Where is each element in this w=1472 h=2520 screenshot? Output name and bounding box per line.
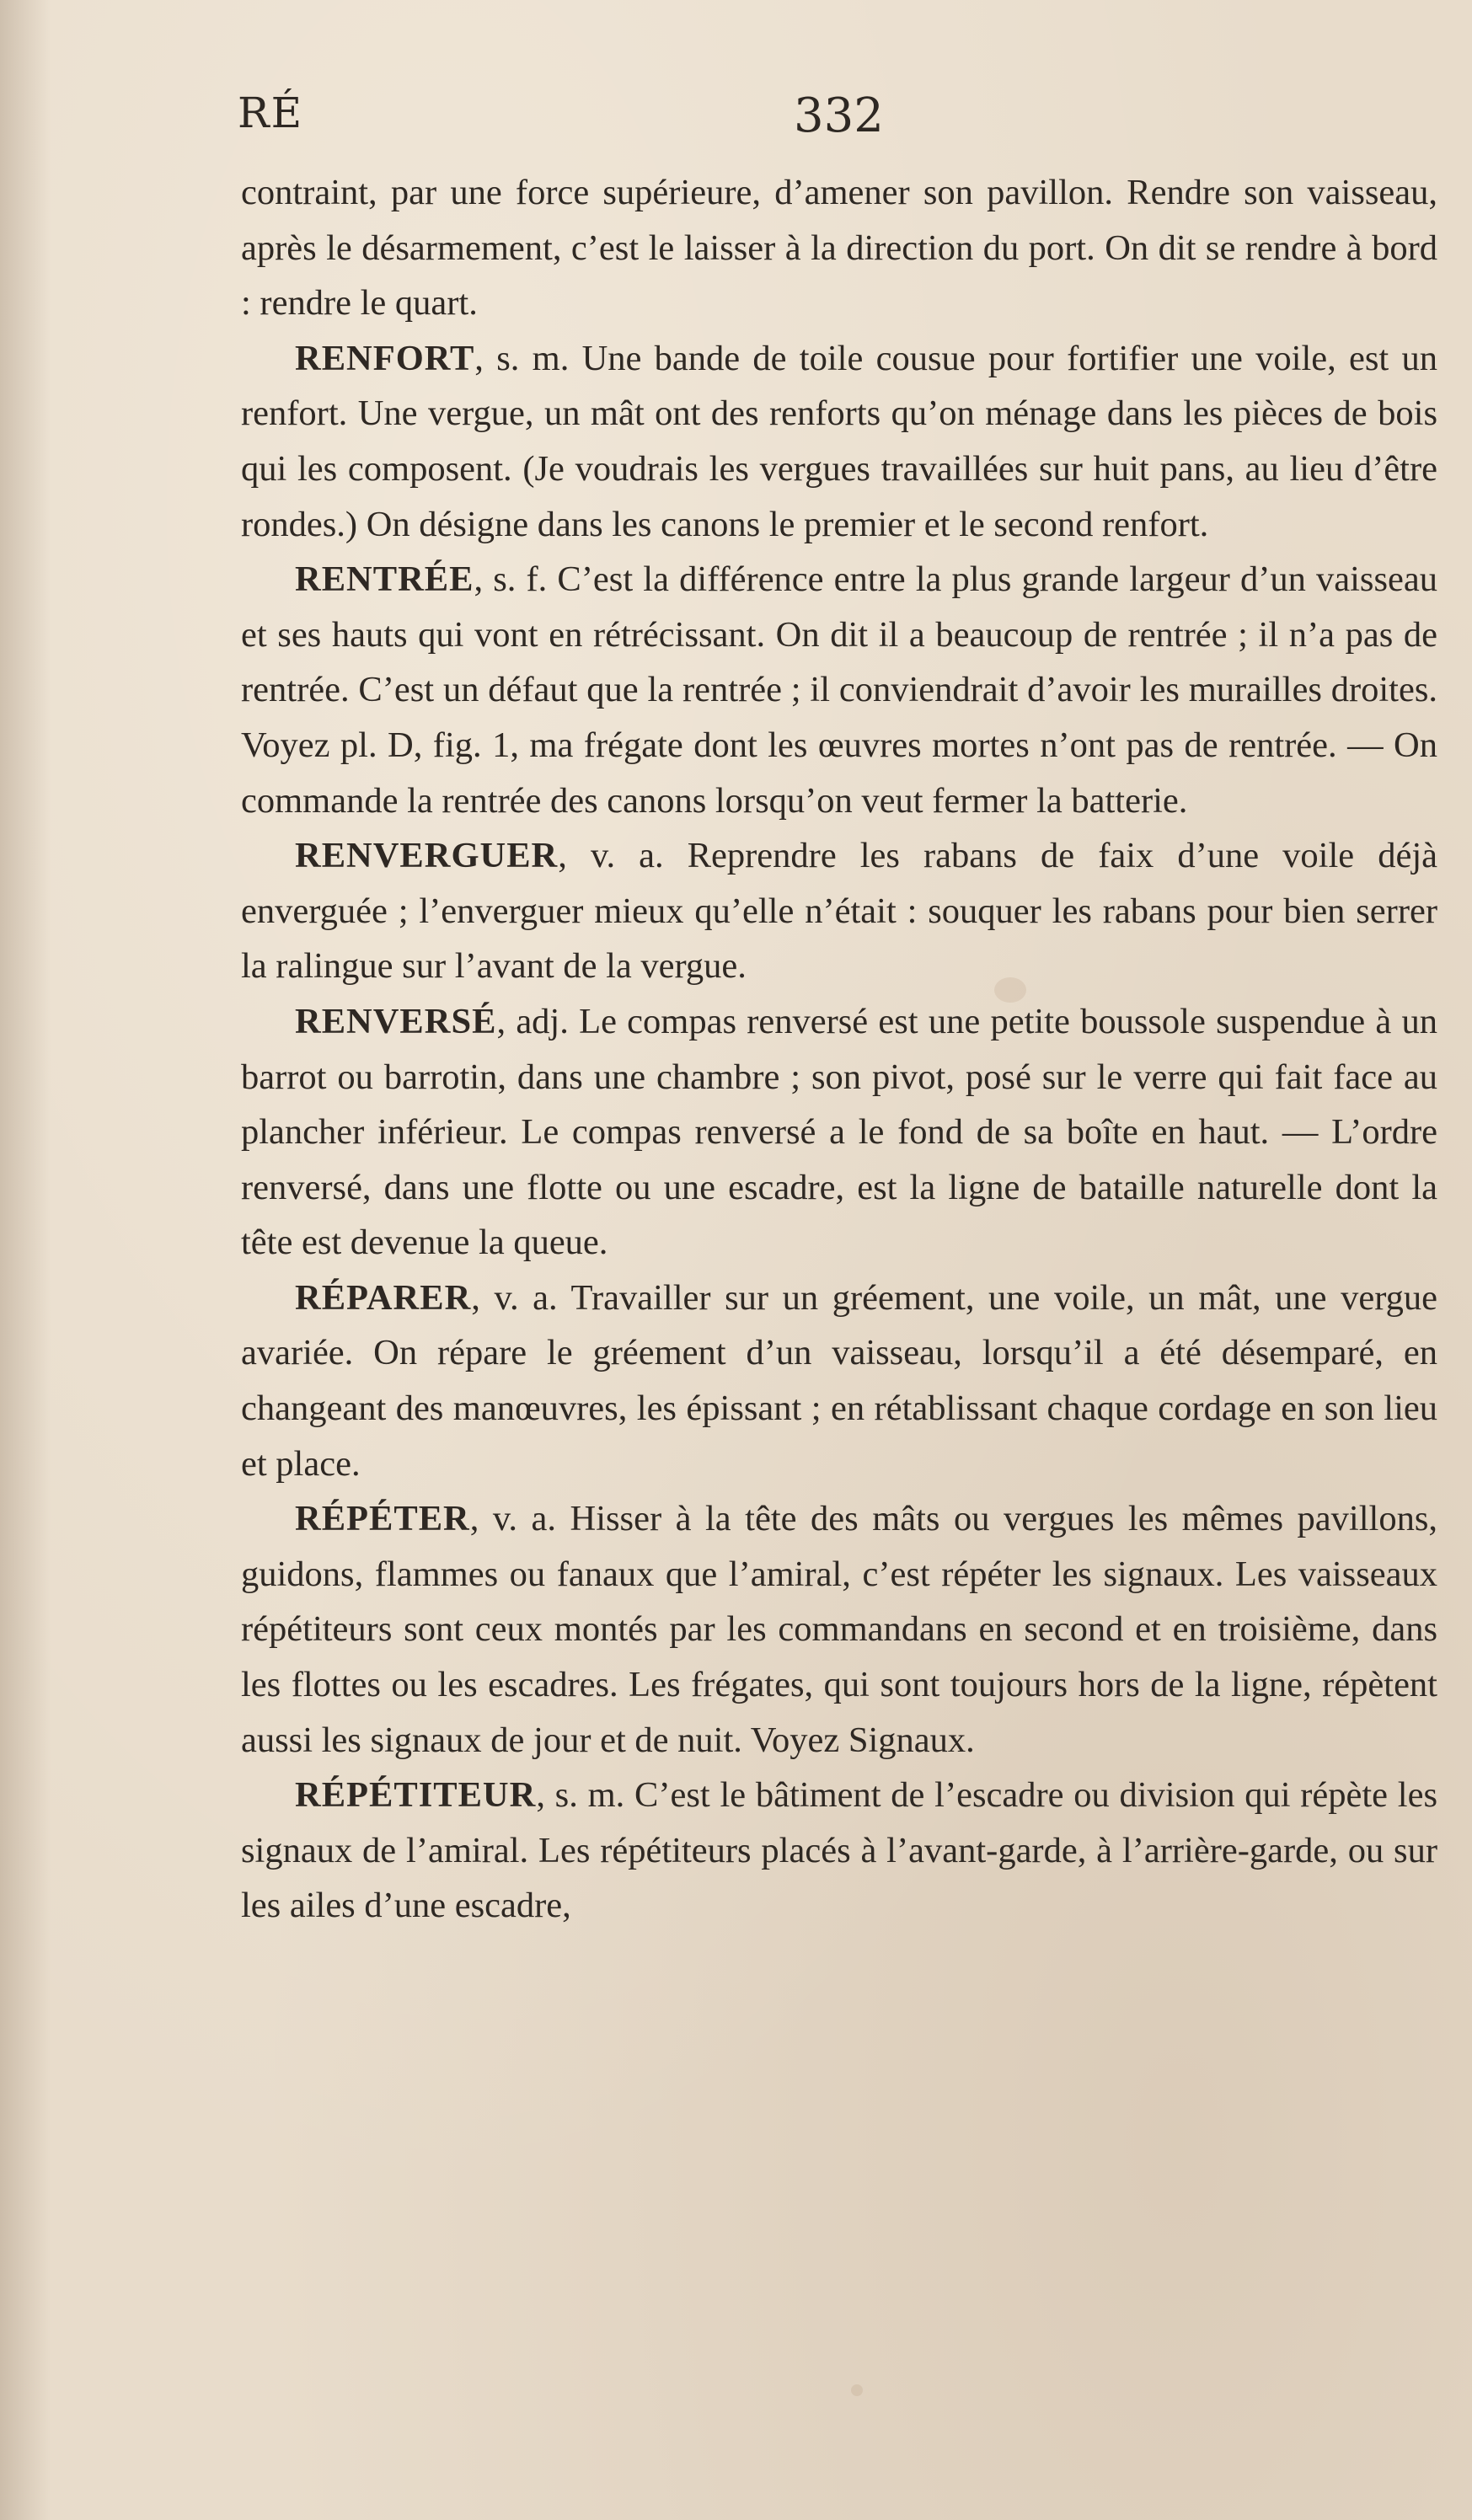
entry-paragraph bbox=[241, 1491, 1437, 1768]
entry-paragraph bbox=[241, 994, 1437, 1271]
entry-text: , v. a. Hisser à la tête des mâts ou vergues les mêmes pavillons, guidons, flammes ou fanaux que l’amiral, c’est répéter les signaux. Les vaisseaux répétiteurs sont ceux montés par les commandans en second et en troisième, dans les flottes ou les escadres. Les frégates, qui sont toujours hors de la ligne, répètent aussi les signaux de jour et de nuit. Voyez Signaux. bbox=[241, 1499, 1437, 1760]
entry-text: contraint, par une force supérieure, d’amener son pavillon. Rendre son vaisseau, après le désarmement, c’est le laisser à la direction du port. On dit se rendre à bord : rendre le quart. bbox=[241, 173, 1437, 324]
entry-paragraph bbox=[241, 1768, 1437, 1934]
entry-text: , v. a. Travailler sur un gréement, une voile, un mât, une vergue avariée. On répare le gréement d’un vaisseau, lorsqu’il a été désemparé, en changeant des manœuvres, les épissant ; en rétablissant chaque cordage en son lieu et place. bbox=[241, 1277, 1437, 1484]
page-number: 332 bbox=[794, 88, 884, 143]
entry-text: , s. f. C’est la différence entre la plus grande largeur d’un vaisseau et ses hauts qui vont en rétrécissant. On dit il a beaucoup de rentrée ; il n’a pas de rentrée. C’est un défaut que la rentrée ; il conviendrait d’avoir les murailles droites. Voyez pl. D, fig. 1, ma frégate dont les œuvres mortes n’ont pas de rentrée. — On commande la rentrée des canons lorsqu’on veut fermer la batterie. bbox=[241, 559, 1437, 821]
entry-text: , v. a. Reprendre les rabans de faix d’une voile déjà enverguée ; l’enverguer mieux qu’elle n’était : souquer les rabans pour bien serrer la ralingue sur l’avant de la vergue. bbox=[241, 836, 1437, 987]
foxing-spot bbox=[851, 2384, 863, 2396]
entry-headword: RÉPÉTITEUR bbox=[295, 1775, 537, 1816]
dictionary-text bbox=[241, 165, 1437, 1934]
entry-paragraph bbox=[241, 828, 1437, 994]
running-head-section: RÉ bbox=[238, 88, 304, 137]
entry-paragraph bbox=[241, 165, 1437, 331]
entry-paragraph bbox=[241, 1271, 1437, 1491]
gutter-shadow bbox=[0, 0, 51, 2520]
entry-headword: RENVERSÉ bbox=[295, 1001, 497, 1041]
entry-headword: RENVERGUER bbox=[295, 836, 559, 876]
entry-paragraph bbox=[241, 331, 1437, 552]
entry-paragraph bbox=[241, 552, 1437, 828]
entry-headword: RÉPÉTER bbox=[295, 1499, 470, 1539]
entry-text: , s. m. Une bande de toile cousue pour fortifier une voile, est un renfort. Une vergue, un mât ont des renforts qu’on ménage dans les pièces de bois qui les composent. (Je voudrais les vergues travaillées sur huit pans, au lieu d’être rondes.) On désigne dans les canons le premier et le second renfort. bbox=[241, 338, 1437, 544]
entry-text: , s. m. C’est le bâtiment de l’escadre ou division qui répète les signaux de l’amiral. Les répétiteurs placés à l’avant-garde, à l’arrière-garde, ou sur les ailes d’une escadre, bbox=[241, 1775, 1437, 1926]
entry-text: , adj. Le compas renversé est une petite boussole suspendue à un barrot ou barrotin, dans une chambre ; son pivot, posé sur le verre qui fait face au plancher inférieur. Le compas renversé a le fond de sa boîte en haut. — L’ordre renversé, dans une flotte ou une escadre, est la ligne de bataille naturelle dont la tête est devenue la queue. bbox=[241, 1001, 1437, 1263]
running-head bbox=[238, 88, 1451, 147]
entry-headword: RÉPARER bbox=[295, 1277, 472, 1318]
entry-headword: RENFORT bbox=[295, 338, 475, 378]
entry-headword: RENTRÉE bbox=[295, 559, 474, 600]
